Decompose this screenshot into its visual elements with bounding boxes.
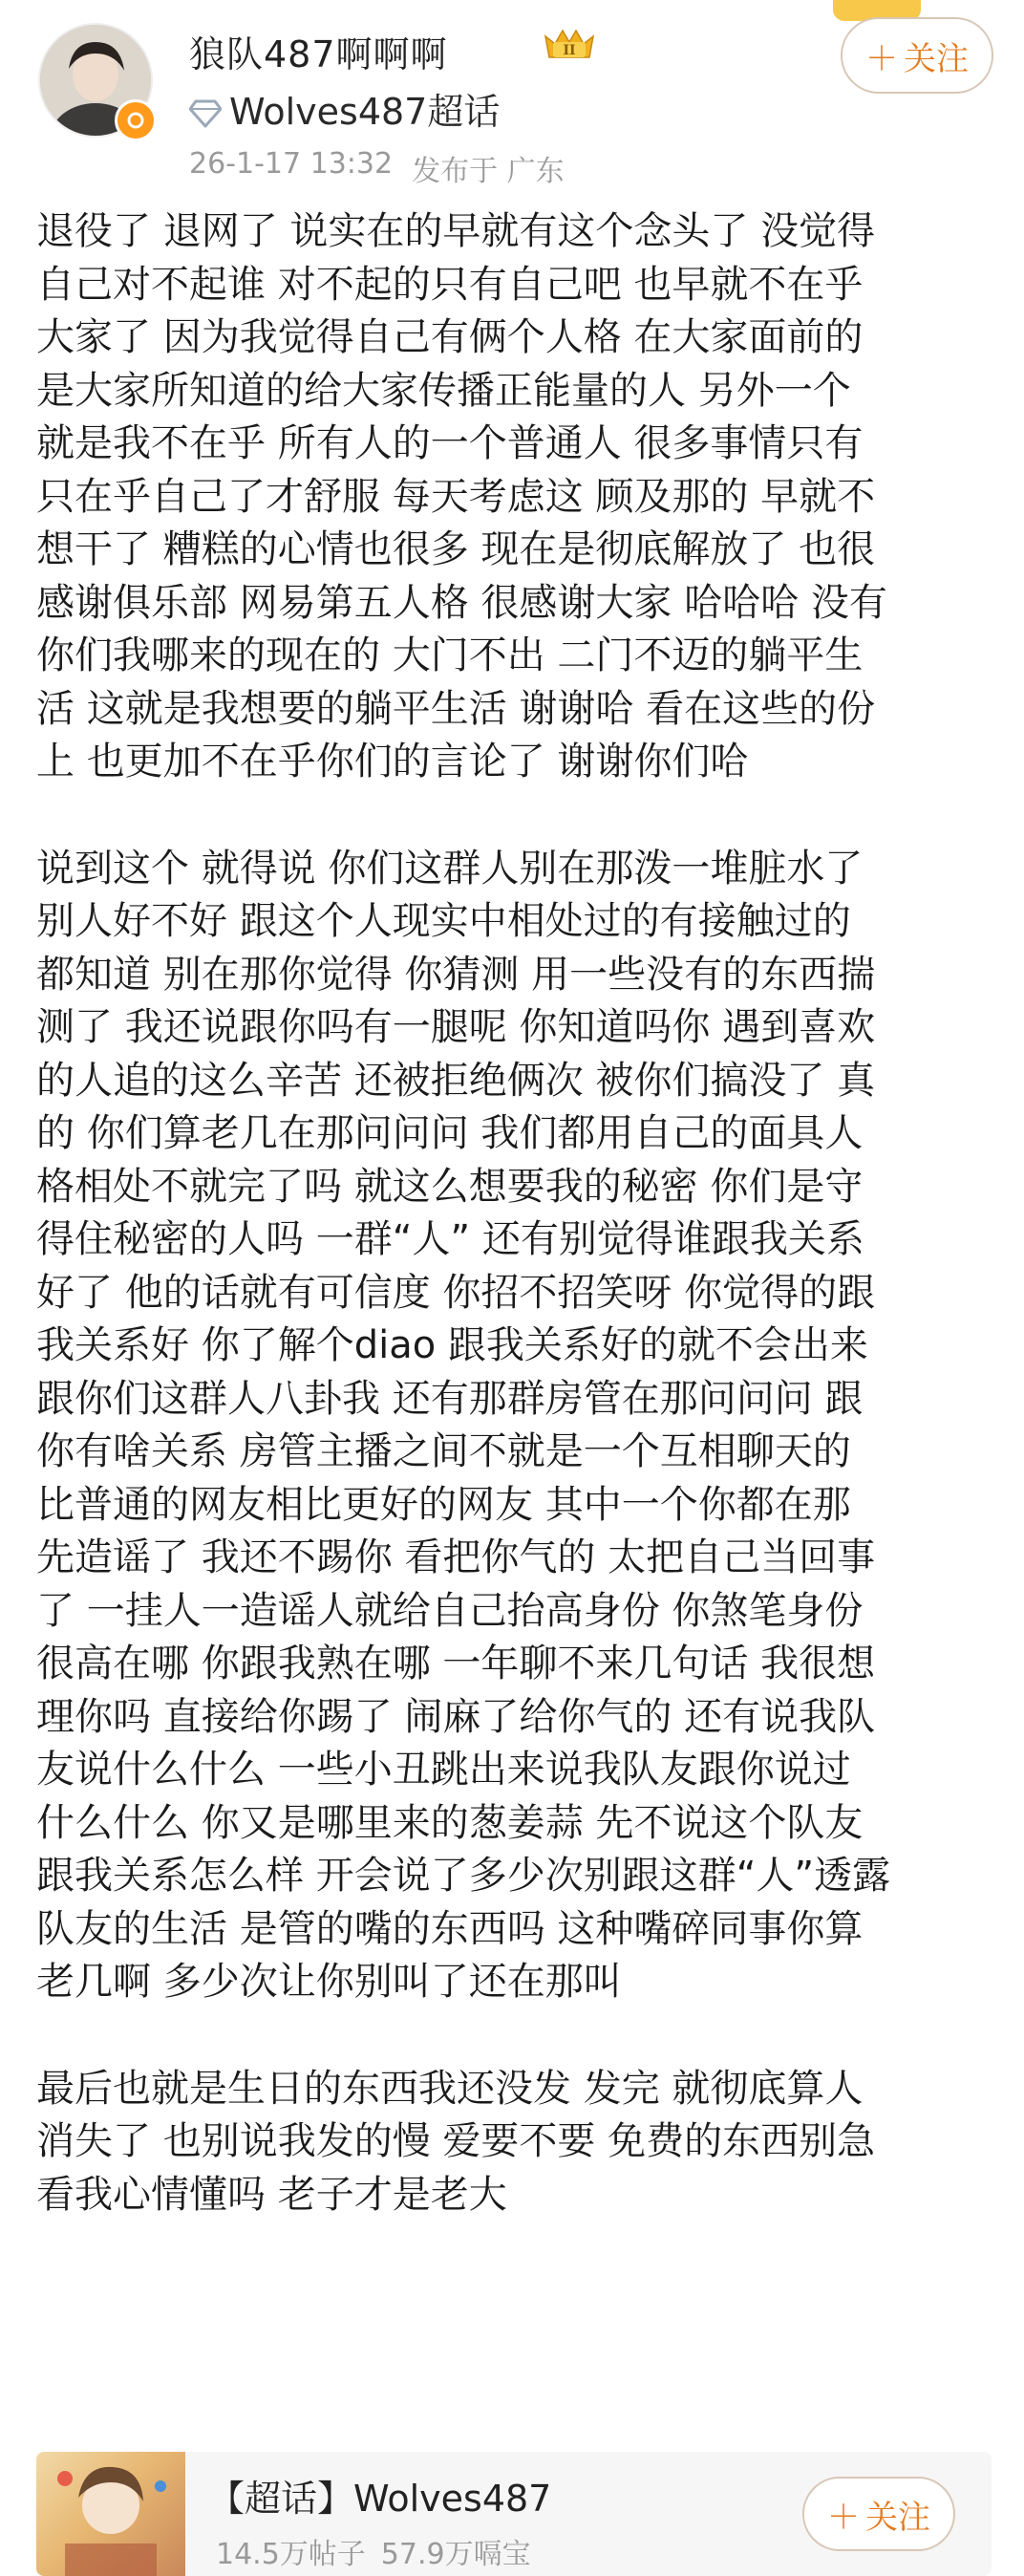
text-line: 是大家所知道的给大家传播正能量的人 另外一个	[36, 368, 851, 413]
text-line: 说到这个 就得说 你们这群人别在那泼一堆脏水了	[36, 846, 864, 891]
verified-badge-icon	[115, 99, 157, 141]
text-line: 消失了 也别说我发的慢 爱要不要 免费的东西别急	[36, 2119, 876, 2163]
text-line: 的人追的这么辛苦 还被拒绝俩次 被你们搞没了 真	[36, 1058, 876, 1103]
text-line: 先造谣了 我还不踢你 看把你气的 太把自己当回事	[36, 1535, 876, 1579]
paragraph-2	[36, 843, 992, 2009]
text-line: 活 这就是我想要的躺平生活 谢谢哈 看在这些的份	[36, 686, 876, 731]
text-line: 想干了 糟糕的心情也很多 现在是彻底解放了 也很	[36, 527, 876, 571]
supertopic-card-title: 【超话】Wolves487	[208, 2478, 552, 2520]
text-line: 跟我关系怎么样 开会说了多少次别跟这群“人”透露	[36, 1854, 891, 1898]
text-line: 都知道 别在那你觉得 你猜测 用一些没有的东西揣	[36, 952, 876, 997]
text-line: 了 一挂人一造谣人就给自己抬高身份 你煞笔身份	[36, 1588, 864, 1633]
paragraph-3	[36, 2063, 992, 2222]
text-line: 看我心情懂吗 老子才是老大	[36, 2172, 507, 2217]
text-line: 感谢俱乐部 网易第五人格 很感谢大家 哈哈哈 没有	[36, 580, 887, 625]
text-line: 退役了 退网了 说实在的早就有这个念头了 没觉得	[36, 209, 876, 253]
post-location: 发布于 广东	[412, 155, 565, 188]
supertopic-name: Wolves487超话	[229, 91, 501, 133]
text-line: 大家了 因为我觉得自己有俩个人格 在大家面前的	[36, 315, 864, 359]
diamond-icon	[189, 95, 222, 123]
paragraph-gap	[36, 2009, 992, 2063]
text-line: 上 也更加不在乎你们的言论了 谢谢你们哈	[36, 740, 749, 784]
supertopic-card[interactable]	[36, 2452, 992, 2576]
text-line: 跟你们这群人八卦我 还有那群房管在那问问问 跟	[36, 1376, 864, 1421]
text-line: 的 你们算老几在那问问问 我们都用自己的面具人	[36, 1111, 864, 1155]
text-line: 我关系好 你了解个diao 跟我关系好的就不会出来	[36, 1323, 868, 1367]
level-badge-icon	[540, 25, 599, 65]
post-count: 14.5万帖子	[216, 2538, 366, 2571]
paragraph-1	[36, 205, 992, 789]
follow-label: 关注	[904, 39, 969, 78]
text-line: 你有啥关系 房管主播之间不就是一个互相聊天的	[36, 1429, 851, 1473]
text-line: 好了 他的话就有可信度 你招不招笑呀 你觉得的跟	[36, 1270, 876, 1315]
username[interactable]: 狼队487啊啊啊	[189, 33, 448, 75]
follow-button[interactable]	[841, 17, 993, 94]
plus-icon: ＋	[865, 39, 898, 78]
svg-text:II: II	[563, 43, 576, 58]
text-line: 理你吗 直接给你踢了 闹麻了给你气的 还有说我队	[36, 1694, 876, 1739]
plus-icon: ＋	[827, 2498, 860, 2537]
text-line: 得住秘密的人吗 一群“人” 还有别觉得谁跟我关系	[36, 1217, 864, 1261]
supertopic-thumbnail	[36, 2452, 185, 2576]
text-line: 测了 我还说跟你吗有一腿呢 你知道吗你 遇到喜欢	[36, 1005, 876, 1049]
text-line: 队友的生活 是管的嘴的东西吗 这种嘴碎同事你算	[36, 1906, 864, 1951]
post-meta	[189, 147, 565, 189]
text-line: 什么什么 你又是哪里来的葱姜蒜 先不说这个队友	[36, 1800, 864, 1845]
post-date: 26-1-17 13:32	[189, 147, 394, 181]
follow-label: 关注	[865, 2498, 930, 2537]
text-line: 格相处不就完了吗 就这么想要我的秘密 你们是守	[36, 1164, 864, 1209]
text-line: 只在乎自己了才舒服 每天考虑这 顾及那的 早就不	[36, 474, 876, 519]
text-line: 很高在哪 你跟我熟在哪 一年聊不来几句话 我很想	[36, 1642, 876, 1685]
text-line: 比普通的网友相比更好的网友 其中一个你都在那	[36, 1482, 851, 1527]
points-count: 57.9万嗝宝	[380, 2538, 531, 2571]
supertopic-follow-button[interactable]	[802, 2477, 955, 2551]
text-line: 最后也就是生日的东西我还没发 发完 就彻底算人	[36, 2066, 864, 2111]
supertopic-link[interactable]	[189, 82, 500, 135]
text-line: 老几啊 多少次让你别叫了还在那叫	[36, 1960, 622, 2004]
post-body	[36, 205, 992, 2222]
paragraph-gap	[36, 789, 992, 843]
text-line: 就是我不在乎 所有人的一个普通人 很多事情只有	[36, 421, 864, 465]
text-line: 自己对不起谁 对不起的只有自己吧 也早就不在乎	[36, 262, 864, 307]
supertopic-card-stats	[216, 2530, 531, 2572]
text-line: 友说什么什么 一些小丑跳出来说我队友跟你说过	[36, 1748, 851, 1792]
text-line: 别人好不好 跟这个人现实中相处过的有接触过的	[36, 899, 851, 943]
text-line: 你们我哪来的现在的 大门不出 二门不迈的躺平生	[36, 633, 864, 677]
post-header	[0, 0, 1024, 191]
